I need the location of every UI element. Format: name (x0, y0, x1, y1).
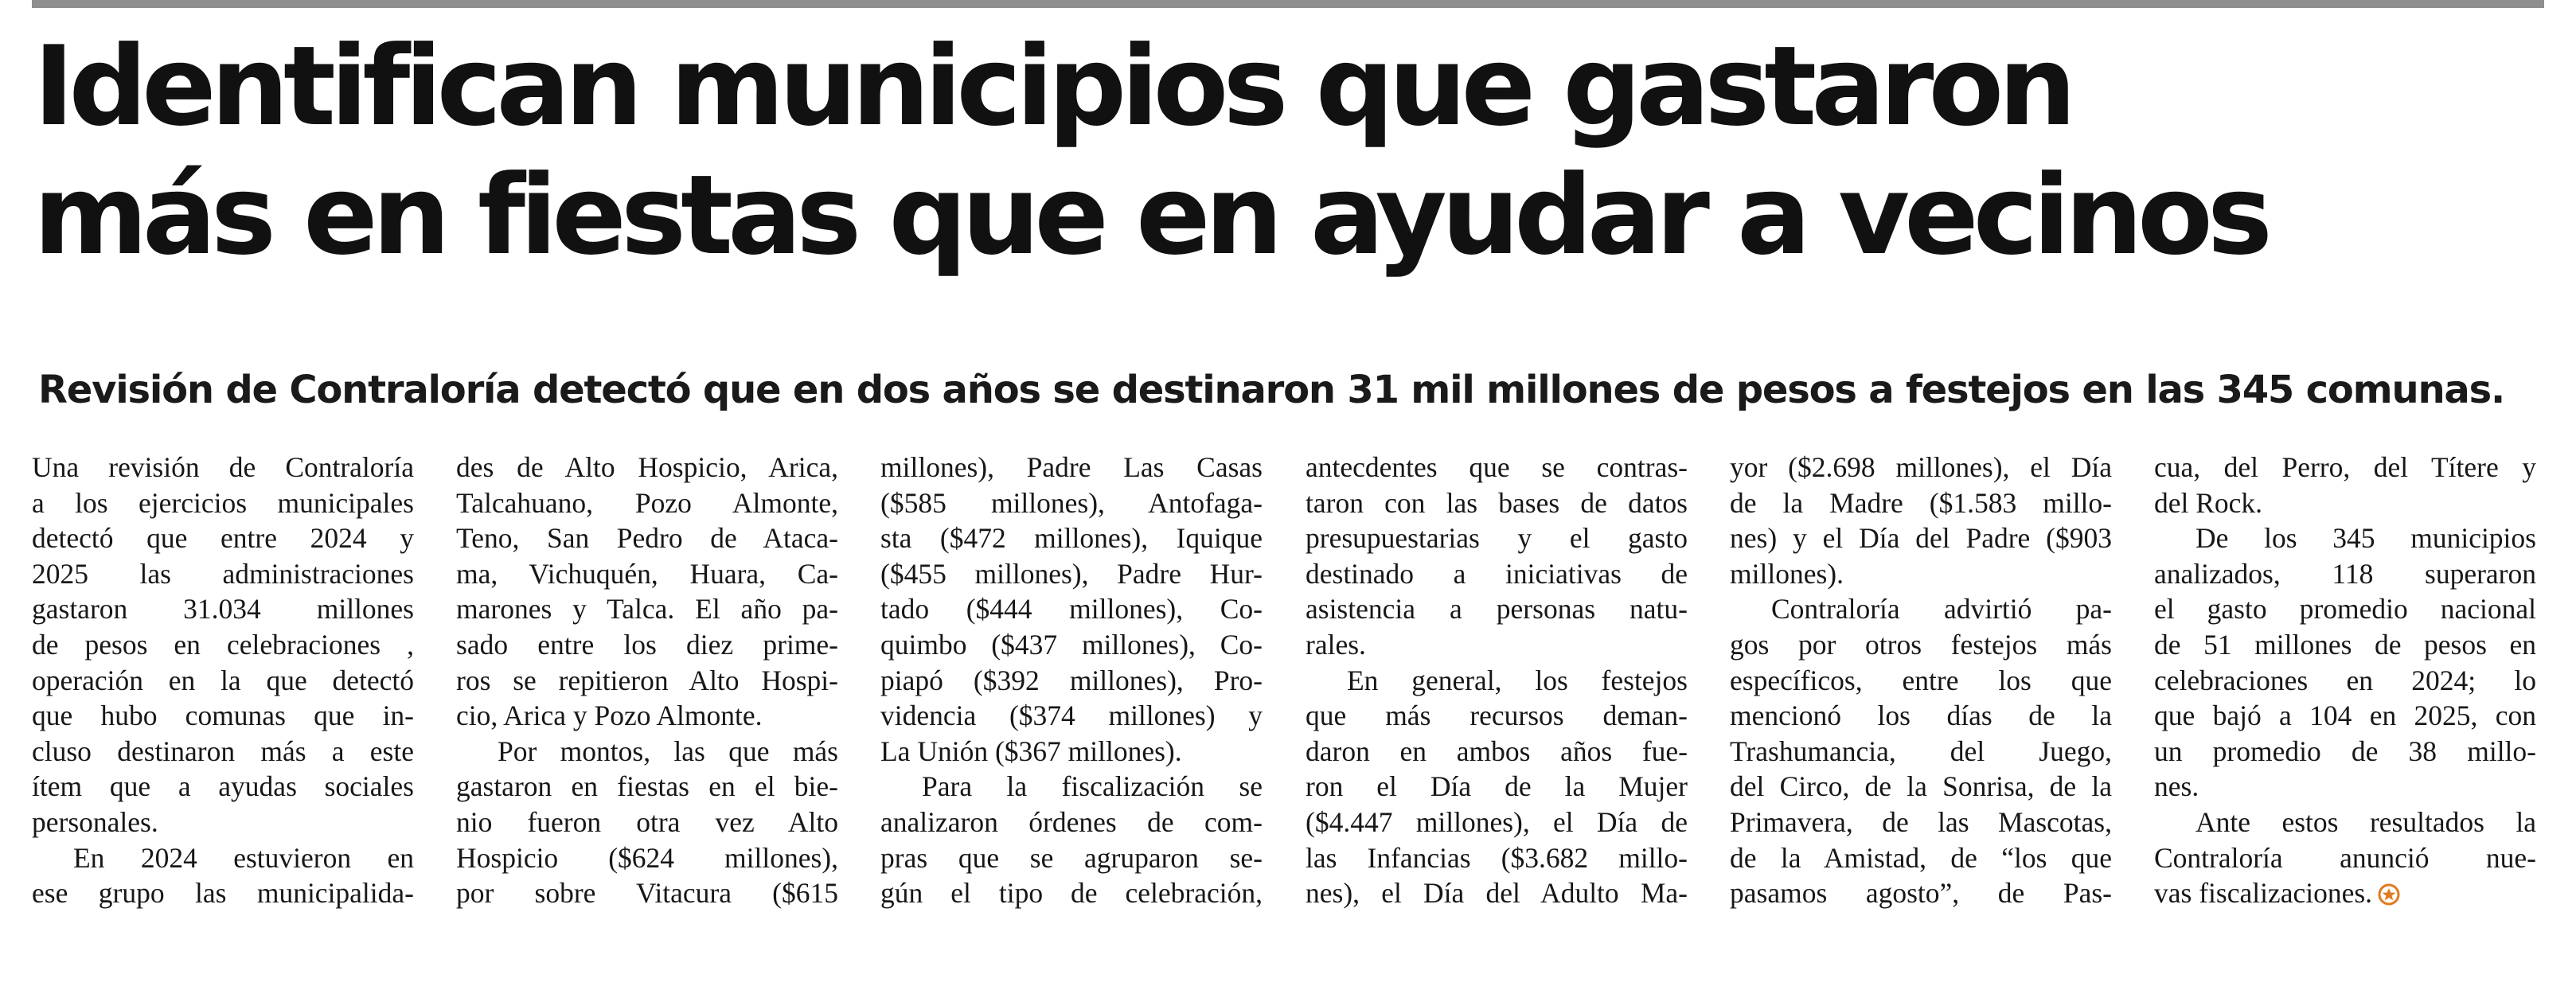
body-text-line (880, 734, 1263, 770)
body-text-line (1730, 840, 2112, 876)
body-text: vas fiscalizaciones. (2154, 877, 2373, 910)
body-text: por sobre Vitacura ($615 (456, 877, 838, 910)
body-text-line (2154, 520, 2536, 556)
body-text: un promedio de 38 millo- (2154, 735, 2536, 767)
body-text-line (880, 450, 1263, 485)
body-text-line (880, 840, 1263, 876)
body-text: Primavera, de las Mascotas, (1730, 805, 2112, 838)
body-column (2154, 450, 2536, 975)
body-column (880, 450, 1263, 975)
body-text-line (880, 805, 1263, 840)
body-text: Contraloría advirtió pa- (1771, 593, 2112, 626)
body-text: pras que se agruparon se- (880, 841, 1263, 874)
body-text: gún el tipo de celebración, (880, 877, 1263, 910)
headline-line: Identifican municipios que gastaron (33, 22, 2071, 150)
body-text-line (456, 485, 838, 521)
body-text-line (32, 840, 414, 876)
body-text-line (1730, 520, 2112, 556)
body-text-line (32, 556, 414, 592)
body-text: daron en ambos años fue- (1306, 735, 1688, 767)
article-body (32, 450, 2544, 975)
body-text: nio fueron otra vez Alto (456, 805, 838, 838)
body-text-line (456, 734, 838, 770)
body-text-line (1306, 805, 1688, 840)
headline (33, 22, 2541, 280)
body-text-line (1306, 627, 1688, 663)
body-text: En 2024 estuvieron en (73, 841, 414, 874)
body-text: tado ($444 millones), Co- (880, 593, 1263, 626)
body-text-line (1730, 805, 2112, 840)
body-text: millones). (1730, 557, 1844, 590)
body-text: yor ($2.698 millones), el Día (1730, 451, 2112, 483)
body-text: analizaron órdenes de com- (880, 805, 1263, 838)
body-text-line (880, 556, 1263, 592)
body-text: del Circo, de la Sonrisa, de la (1730, 770, 2112, 803)
body-text: ($455 millones), Padre Hur- (880, 557, 1263, 590)
body-text-line (456, 663, 838, 699)
body-text-line (2154, 450, 2536, 485)
body-text: des de Alto Hospicio, Arica, (456, 451, 838, 483)
body-text: detectó que entre 2024 y (32, 522, 414, 555)
body-text: presupuestarias y el gasto (1306, 522, 1688, 555)
body-text-line (456, 627, 838, 663)
body-text: cluso destinaron más a este (32, 735, 414, 767)
body-column (456, 450, 838, 975)
body-text-line (1306, 485, 1688, 521)
body-text-line (880, 663, 1263, 699)
body-text-line (32, 485, 414, 521)
body-text: En general, los festejos (1347, 664, 1688, 696)
deck-subtitle: Revisión de Contraloría detectó que en dos años se destinaron 31 mil millones de pesos a festejos en las 345 comunas. (38, 368, 2505, 412)
body-text: 2025 las administraciones (32, 557, 414, 590)
body-text: antecdentes que se contras- (1306, 451, 1688, 483)
body-text-line (1730, 591, 2112, 627)
body-text: operación en la que detectó (32, 664, 414, 696)
body-text: gastaron 31.034 millones (32, 593, 414, 626)
body-text: ron el Día de la Mujer (1306, 770, 1688, 803)
body-column (1306, 450, 1688, 975)
body-text-line (456, 769, 838, 805)
body-text: quimbo ($437 millones), Co- (880, 628, 1263, 661)
body-text-line (32, 520, 414, 556)
body-text: Trashumancia, del Juego, (1730, 735, 2112, 767)
body-text: Por montos, las que más (498, 735, 838, 767)
body-text: de la Madre ($1.583 millo- (1730, 486, 2112, 519)
body-text: Una revisión de Contraloría (32, 451, 414, 483)
body-text-line (2154, 805, 2536, 840)
body-text-line (456, 450, 838, 485)
body-text-line (1306, 769, 1688, 805)
body-text-line (2154, 556, 2536, 592)
body-text-line (1306, 450, 1688, 485)
body-text: personales. (32, 805, 158, 838)
body-text-line (456, 591, 838, 627)
body-text: específicos, entre los que (1730, 664, 2112, 696)
body-text: Contraloría anunció nue- (2154, 841, 2536, 874)
body-text: sta ($472 millones), Iquique (880, 522, 1263, 555)
body-text-line (2154, 698, 2536, 734)
top-rule (32, 0, 2544, 8)
body-text-line (1306, 520, 1688, 556)
body-text: rales. (1306, 628, 1366, 661)
body-text-line (1730, 485, 2112, 521)
body-text: ítem que a ayudas sociales (32, 770, 414, 803)
body-text: gos por otros festejos más (1730, 628, 2112, 661)
body-text: Teno, San Pedro de Ataca- (456, 522, 838, 555)
body-text: cua, del Perro, del Títere y (2154, 451, 2536, 483)
body-text-line (880, 485, 1263, 521)
body-text-line (1730, 734, 2112, 770)
body-text: Talcahuano, Pozo Almonte, (456, 486, 838, 519)
body-column (1730, 450, 2112, 975)
body-text: ros se repitieron Alto Hospi- (456, 664, 838, 696)
body-text: de pesos en celebraciones , (32, 628, 414, 661)
body-text-line (32, 875, 414, 911)
body-text-line (880, 591, 1263, 627)
body-text-line (2154, 875, 2536, 911)
body-text-line (2154, 663, 2536, 699)
body-text-line (2154, 734, 2536, 770)
body-text-line (880, 520, 1263, 556)
body-text-line (1730, 698, 2112, 734)
body-text: analizados, 118 superaron (2154, 557, 2536, 590)
body-text-line (32, 450, 414, 485)
body-text-line (456, 875, 838, 911)
body-text: las Infancias ($3.682 millo- (1306, 841, 1688, 874)
body-text: el gasto promedio nacional (2154, 593, 2536, 626)
body-text-line (1730, 663, 2112, 699)
body-text-line (32, 769, 414, 805)
body-text-line (1306, 556, 1688, 592)
body-text-line (2154, 769, 2536, 805)
body-text: que hubo comunas que in- (32, 700, 414, 732)
body-text-line (32, 698, 414, 734)
body-text-line (32, 734, 414, 770)
body-text-line (1730, 769, 2112, 805)
body-text: asistencia a personas natu- (1306, 593, 1688, 626)
body-text-line (1730, 556, 2112, 592)
body-text: marones y Talca. El año pa- (456, 593, 838, 626)
body-column (32, 450, 414, 975)
body-text-line (1306, 840, 1688, 876)
body-text-line (32, 591, 414, 627)
body-text: nes) y el Día del Padre ($903 (1730, 522, 2112, 555)
body-text-line (32, 663, 414, 699)
body-text-line (880, 698, 1263, 734)
body-text-line (1306, 875, 1688, 911)
body-text: destinado a iniciativas de (1306, 557, 1688, 590)
body-text: sado entre los diez prime- (456, 628, 838, 661)
body-text: Hospicio ($624 millones), (456, 841, 838, 874)
body-text: Ante estos resultados la (2195, 805, 2536, 838)
body-text: taron con las bases de datos (1306, 486, 1688, 519)
body-text: de la Amistad, de “los que (1730, 841, 2112, 874)
body-text-line (456, 805, 838, 840)
body-text-line (2154, 485, 2536, 521)
body-text-line (2154, 627, 2536, 663)
body-text: de 51 millones de pesos en (2154, 628, 2536, 661)
star-in-circle-icon (2378, 883, 2400, 906)
body-text-line (1306, 591, 1688, 627)
body-text-line (1306, 663, 1688, 699)
body-text: que bajó a 104 en 2025, con (2154, 700, 2536, 732)
body-text-line (456, 556, 838, 592)
body-text-line (456, 698, 838, 734)
body-text: que más recursos deman- (1306, 700, 1688, 732)
body-text-line (456, 520, 838, 556)
body-text: La Unión ($367 millones). (880, 735, 1182, 767)
headline-line: más en fiestas que en ayudar a vecinos (33, 151, 2267, 279)
body-text-line (456, 840, 838, 876)
body-text: gastaron en fiestas en el bie- (456, 770, 838, 803)
body-text-line (32, 805, 414, 840)
body-text: Para la fiscalización se (922, 770, 1263, 803)
body-text: millones), Padre Las Casas (880, 451, 1263, 483)
body-text-line (1306, 734, 1688, 770)
body-text: De los 345 municipios (2195, 522, 2536, 555)
body-text-line (880, 627, 1263, 663)
body-text-line (1306, 698, 1688, 734)
body-text: pasamos agosto”, de Pas- (1730, 877, 2112, 910)
body-text: ma, Vichuquén, Huara, Ca- (456, 557, 838, 590)
body-text: a los ejercicios municipales (32, 486, 414, 519)
body-text: nes), el Día del Adulto Ma- (1306, 877, 1688, 910)
body-text: celebraciones en 2024; lo (2154, 664, 2536, 696)
body-text: ($4.447 millones), el Día de (1306, 805, 1688, 838)
body-text-line (1730, 627, 2112, 663)
body-text-line (1730, 450, 2112, 485)
body-text: cio, Arica y Pozo Almonte. (456, 700, 763, 732)
body-text: mencionó los días de la (1730, 700, 2112, 732)
body-text: nes. (2154, 770, 2199, 803)
body-text-line (2154, 840, 2536, 876)
body-text-line (880, 769, 1263, 805)
body-text-line (2154, 591, 2536, 627)
body-text-line (32, 627, 414, 663)
body-text: ($585 millones), Antofaga- (880, 486, 1263, 519)
body-text-line (1730, 875, 2112, 911)
body-text: piapó ($392 millones), Pro- (880, 664, 1263, 696)
body-text-line (880, 875, 1263, 911)
body-text: videncia ($374 millones) y (880, 700, 1263, 732)
body-text: ese grupo las municipalida- (32, 877, 414, 910)
body-text: del Rock. (2154, 486, 2263, 519)
